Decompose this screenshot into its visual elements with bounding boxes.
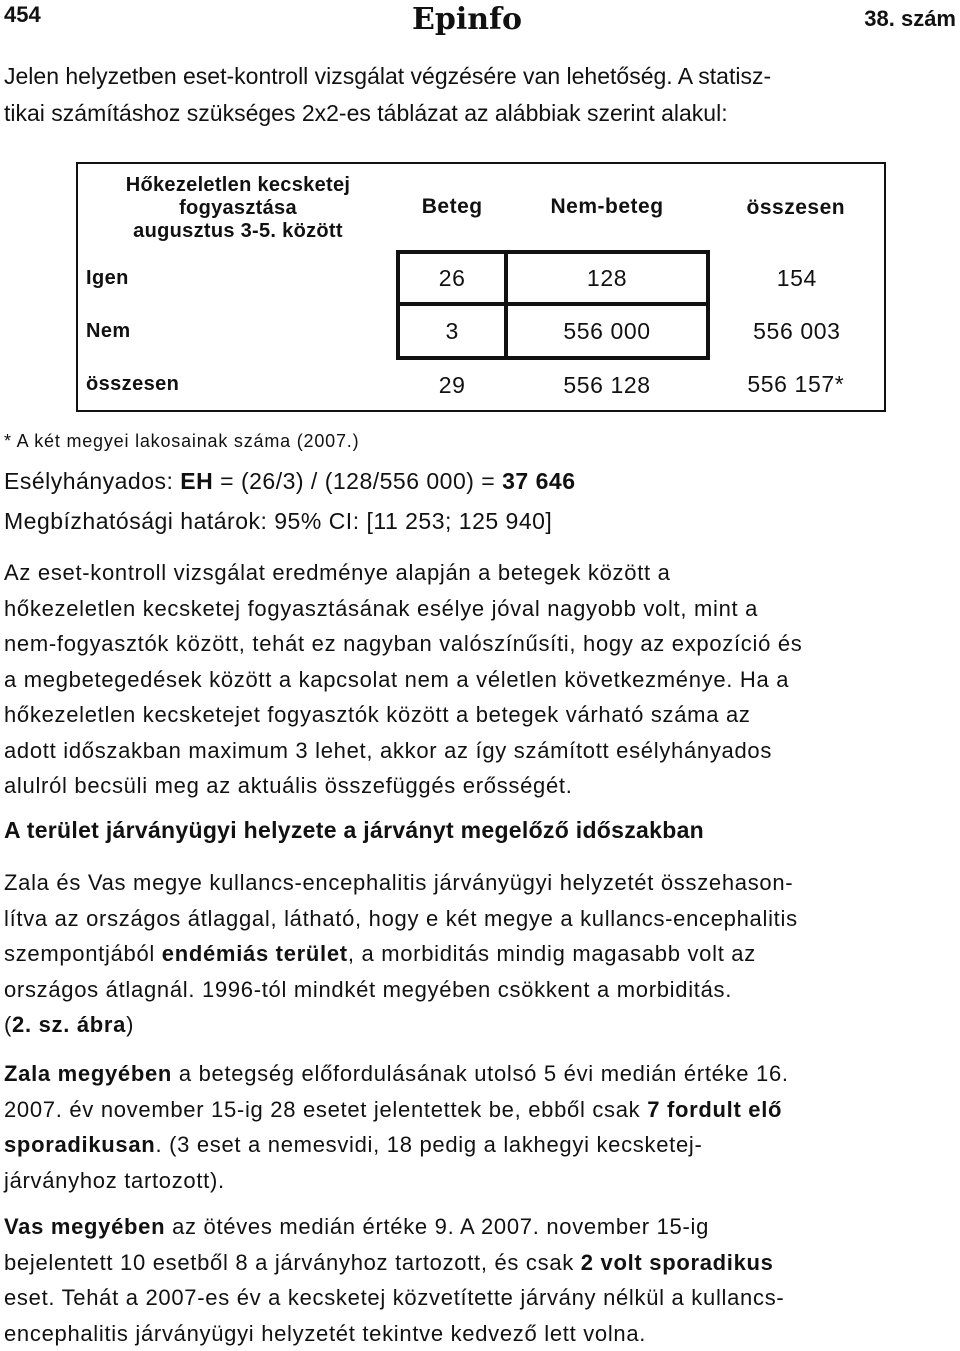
header-line: fogyasztása (78, 197, 398, 220)
issue-number: 38. szám (864, 6, 956, 32)
intro-line: tikai számításhoz szükséges 2x2-es táblázat az alábbiak szerint alakul: (4, 95, 956, 132)
odds-ratio-formula (4, 468, 576, 495)
paragraph-line (4, 1007, 956, 1043)
text-span: a betegség előfordulásának utolsó 5 évi medián értéke 16. (172, 1061, 789, 1086)
formula-result: 37 646 (502, 468, 575, 494)
text-span: ( (4, 1012, 12, 1037)
paragraph-line: nem-fogyasztók között, tehát ez nagyban valószínűsíti, hogy az expozíció és (4, 626, 956, 662)
section-heading: A terület járványügyi helyzete a járványt megelőző időszakban (4, 817, 704, 844)
table-cell: 556 000 (506, 304, 707, 358)
header-line: Hőkezeletlen kecsketej (78, 174, 398, 197)
paragraph-line (4, 1056, 956, 1092)
paragraph-line: hőkezeletlen kecsketejet fogyasztók között a betegek várható száma az (4, 697, 956, 733)
paragraph-line: országos átlagnál. 1996-tól mindkét megyében csökkent a morbiditás. (4, 972, 956, 1008)
formula-expression: = (26/3) / (128/556 000) = (213, 468, 502, 494)
table-cell: 128 (506, 252, 707, 304)
table-cell: 29 (398, 358, 506, 411)
vas-paragraph (4, 1209, 956, 1351)
paragraph-line: hőkezeletlen kecsketej fogyasztásának esélye jóval nagyobb volt, mint a (4, 591, 956, 627)
table-header-row (77, 163, 885, 252)
table-row (77, 304, 885, 358)
paragraph-line (4, 1209, 956, 1245)
contingency-table (76, 162, 886, 412)
results-paragraph (4, 555, 956, 804)
paragraph-line: encephalitis járványügyi helyzetét tekintve kedvező lett volna. (4, 1316, 956, 1351)
row-label: Igen (77, 252, 398, 304)
paragraph-line (4, 936, 956, 972)
table-cell: 154 (708, 252, 885, 304)
table-footnote: * A két megyei lakosainak száma (2007.) (4, 431, 359, 452)
intro-line: Jelen helyzetben eset-kontroll vizsgálat végzésére van lehetőség. A statisz- (4, 58, 956, 95)
paragraph-line (4, 1092, 956, 1128)
col-header-nem-beteg: Nem-beteg (506, 163, 707, 252)
row-label: Nem (77, 304, 398, 358)
journal-logo: Epinfo (412, 2, 522, 37)
zala-paragraph (4, 1056, 956, 1198)
col-header-beteg: Beteg (398, 163, 506, 252)
text-span: ) (126, 1012, 134, 1037)
paragraph-line (4, 1245, 956, 1281)
paragraph-line: Zala és Vas megye kullancs-encephalitis járványügyi helyzetét összehason- (4, 865, 956, 901)
table-cell: 556 128 (506, 358, 707, 411)
formula-label: Esélyhányados: (4, 468, 180, 494)
text-span: 2007. év november 15-ig 28 esetet jelentettek be, ebből csak (4, 1097, 647, 1122)
table-row (77, 358, 885, 411)
text-span: . (3 eset a nemesvidi, 18 pedig a lakhegyi kecsketej- (155, 1132, 702, 1157)
paragraph-line: adott időszakban maximum 3 lehet, akkor az így számított esélyhányados (4, 733, 956, 769)
col-header-osszesen: összesen (708, 163, 885, 252)
paragraph-line: eset. Tehát a 2007-es év a kecsketej közvetítette járvány nélkül a kullancs- (4, 1280, 956, 1316)
figure-reference: 2. sz. ábra (12, 1012, 126, 1037)
intro-paragraph (4, 58, 956, 132)
text-span-bold: 7 fordult elő (647, 1097, 782, 1122)
table-cell: 556 157* (708, 358, 885, 411)
text-span: , a morbiditás mindig magasabb volt az (348, 941, 756, 966)
text-span-bold: 2 volt sporadikus (581, 1250, 774, 1275)
table-cell: 26 (398, 252, 506, 304)
formula-abbr: EH (180, 468, 213, 494)
row-label: összesen (77, 358, 398, 411)
paragraph-line: alulról becsüli meg az aktuális összefüggés erősségét. (4, 768, 956, 804)
table-cell: 556 003 (708, 304, 885, 358)
text-span: szempontjából (4, 941, 162, 966)
epidemiology-paragraph (4, 865, 956, 1043)
confidence-interval: Megbízhatósági határok: 95% CI: [11 253; 125 940] (4, 508, 552, 535)
table-cell: 3 (398, 304, 506, 358)
text-span-bold: sporadikusan (4, 1132, 155, 1157)
table-header-exposure (77, 163, 398, 252)
paragraph-line (4, 1127, 956, 1163)
text-span-bold: Vas megyében (4, 1214, 165, 1239)
paragraph-line: lítva az országos átlaggal, látható, hogy e két megye a kullancs-encephalitis (4, 901, 956, 937)
header-line: augusztus 3-5. között (78, 220, 398, 243)
table-row (77, 252, 885, 304)
paragraph-line: Az eset-kontroll vizsgálat eredménye alapján a betegek között a (4, 555, 956, 591)
paragraph-line: járványhoz tartozott). (4, 1163, 956, 1199)
text-span: az ötéves medián értéke 9. A 2007. november 15-ig (165, 1214, 709, 1239)
text-span: bejelentett 10 esetből 8 a járványhoz tartozott, és csak (4, 1250, 581, 1275)
page-number: 454 (4, 2, 41, 28)
text-span-bold: endémiás terület (162, 941, 348, 966)
page-header (0, 0, 960, 50)
paragraph-line: a megbetegedések között a kapcsolat nem a véletlen következménye. Ha a (4, 662, 956, 698)
text-span-bold: Zala megyében (4, 1061, 172, 1086)
